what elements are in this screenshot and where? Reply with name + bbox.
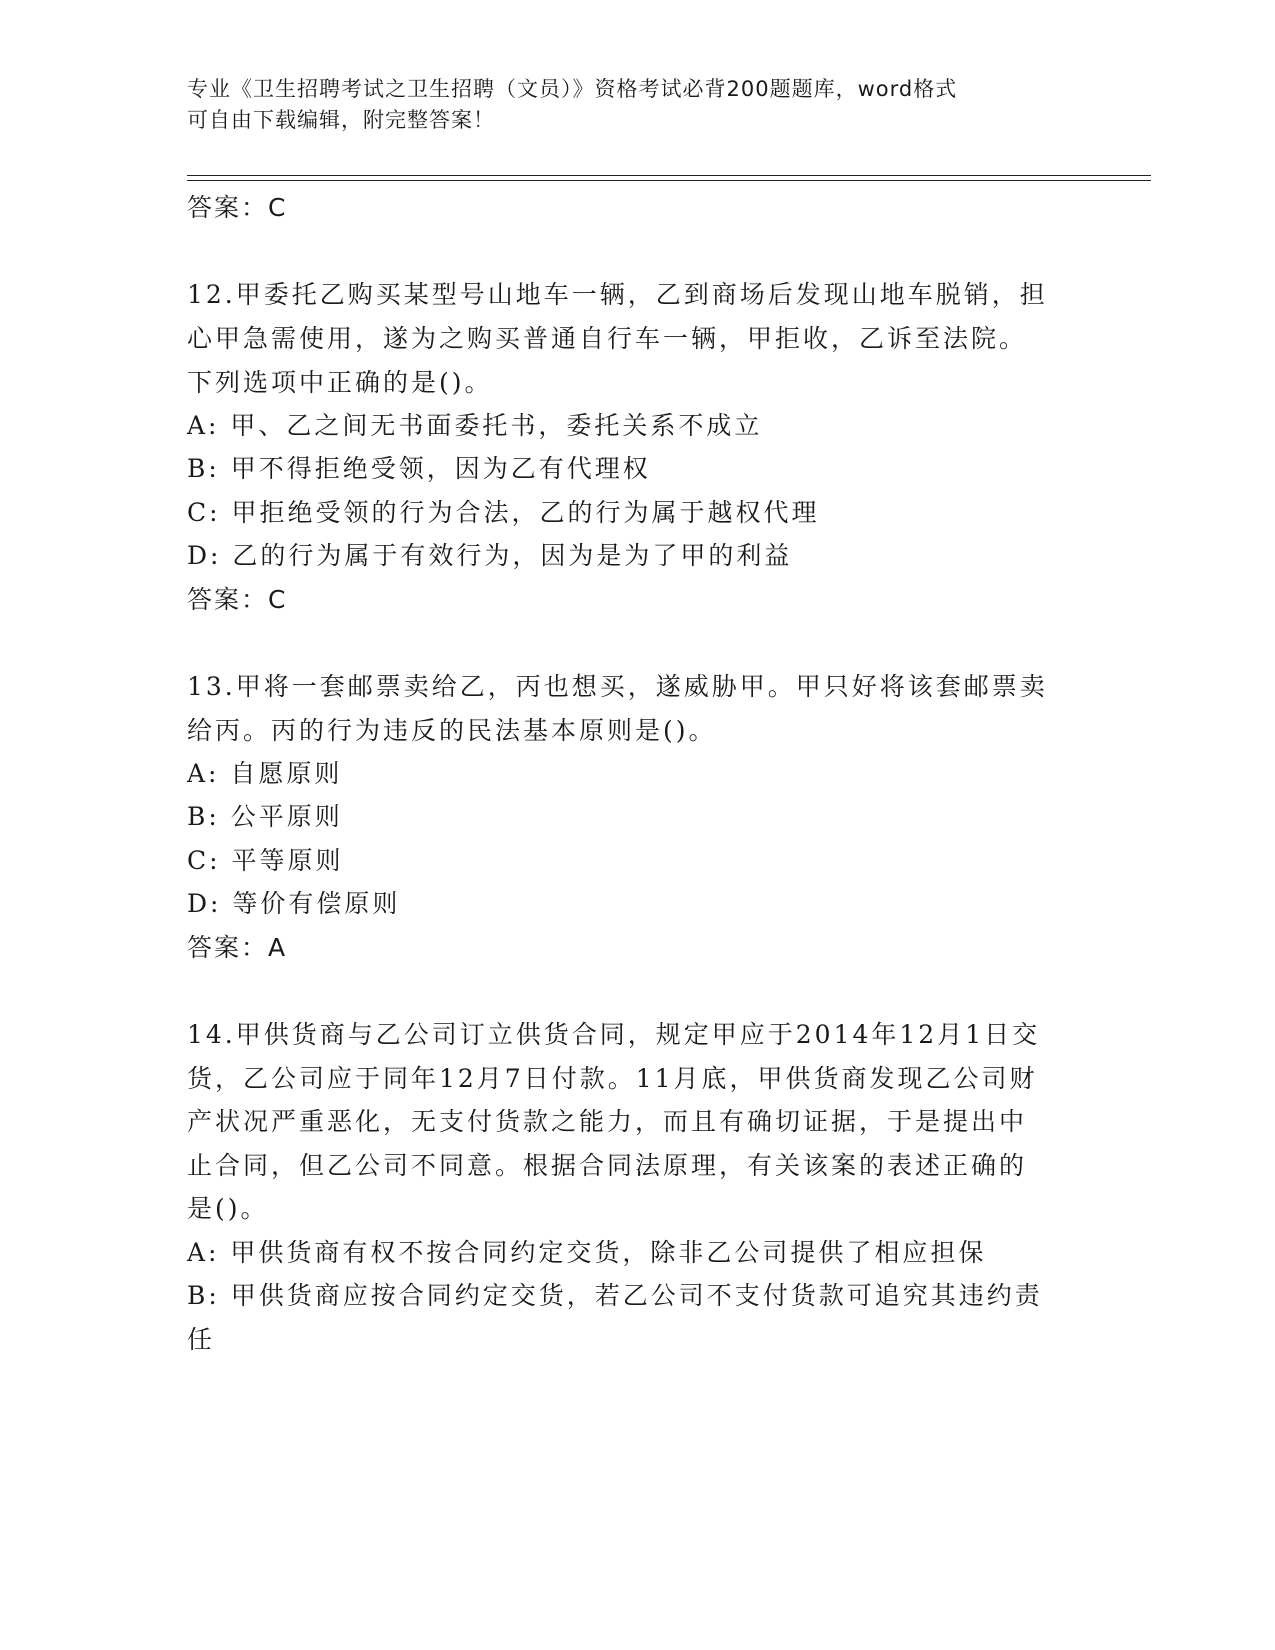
q14-option-b-cont: 任 [187,1325,216,1354]
q12-option-a: A: 甲、乙之间无书面委托书，委托关系不成立 [187,411,763,440]
q12-stem-line-1: 12.甲委托乙购买某型号山地车一辆，乙到商场后发现山地车脱销，担 [187,280,1048,309]
q13-option-d: D: 等价有偿原则 [187,889,401,918]
q14-stem-line-4: 止合同，但乙公司不同意。根据合同法原理，有关该案的表述正确的 [187,1151,1028,1180]
q14-stem-line-1: 14.甲供货商与乙公司订立供货合同，规定甲应于2014年12月1日交 [187,1020,1041,1049]
q14-stem-line-2: 货，乙公司应于同年12月7日付款。11月底，甲供货商发现乙公司财 [187,1064,1038,1093]
q13-option-c: C: 平等原则 [187,846,344,875]
q12-option-c: C: 甲拒绝受领的行为合法，乙的行为属于越权代理 [187,498,820,527]
previous-answer: 答案：C [187,193,288,222]
header-line-2: 可自由下载编辑，附完整答案！ [187,108,495,132]
page-header [187,74,1067,136]
q12-stem-line-2: 心甲急需使用，遂为之购买普通自行车一辆，甲拒收，乙诉至法院。 [187,324,1028,353]
q14-option-a: A: 甲供货商有权不按合同约定交货，除非乙公司提供了相应担保 [187,1238,987,1267]
q13-stem-line-2: 给丙。丙的行为违反的民法基本原则是()。 [187,716,717,745]
q12-answer: 答案：C [187,585,288,614]
q13-option-a: A: 自愿原则 [187,759,343,788]
q13-answer: 答案：A [187,933,288,962]
header-rule-bottom [187,180,1151,181]
header-line-1: 专业《卫生招聘考试之卫生招聘（文员）》资格考试必背200题题库，word格式 [187,77,958,101]
q14-option-b: B: 甲供货商应按合同约定交货，若乙公司不支付货款可追究其违约责 [187,1281,1043,1310]
q12-option-b: B: 甲不得拒绝受领，因为乙有代理权 [187,454,651,483]
q13-stem-line-1: 13.甲将一套邮票卖给乙，丙也想买，遂威胁甲。甲只好将该套邮票卖 [187,672,1048,701]
q12-option-d: D: 乙的行为属于有效行为，因为是为了甲的利益 [187,541,793,570]
q13-option-b: B: 公平原则 [187,802,343,831]
q12-stem-line-3: 下列选项中正确的是()。 [187,368,493,397]
header-rule-top [187,175,1151,176]
q14-stem-line-3: 产状况严重恶化，无支付货款之能力，而且有确切证据，于是提出中 [187,1107,1028,1136]
q14-stem-line-5: 是()。 [187,1194,269,1223]
